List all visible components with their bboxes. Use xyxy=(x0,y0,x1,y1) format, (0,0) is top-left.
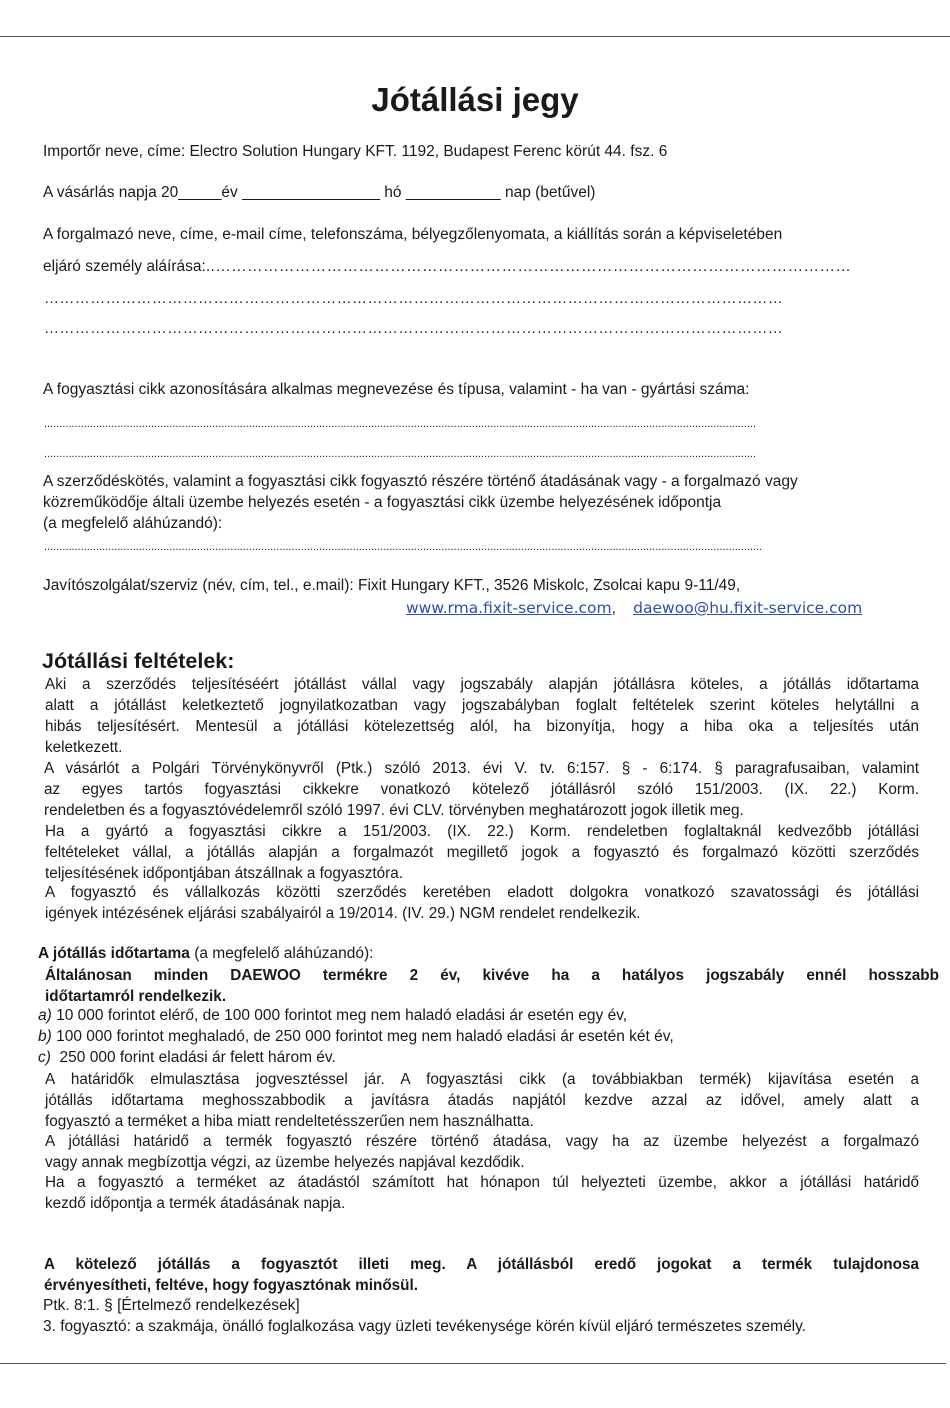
duration-general xyxy=(45,965,939,1007)
link-separator: , xyxy=(611,600,616,617)
text-line: keletkezett. xyxy=(45,739,123,756)
text-line: Ha a fogyasztó a terméket az átadástól számított hat hónapon túl helyezteti üzembe, akkor a jótállási határidő xyxy=(45,1174,919,1191)
item-text: 100 000 forintot meghaladó, de 250 000 forintot meg nem haladó eladási ár esetén két év, xyxy=(51,1028,674,1045)
signature-dotted-field: ..………………………………………………………………………………………………………… xyxy=(205,258,852,275)
top-rule xyxy=(0,36,950,37)
text-line: alatt a jótállást keletkeztető jognyilatkozatban vagy jogszabályban foglalt feltételek szerint köteles helytállni a xyxy=(45,697,919,714)
text-line: A határidők elmulasztása jogvesztéssel jár. A fogyasztási cikk (a továbbiakban termék) kijavítása esetén a xyxy=(45,1071,919,1088)
text-line: kezdő időpontja a termék átadásának napja. xyxy=(45,1195,346,1212)
text-line: feltételeket vállal, a jótállás alapján a forgalmazót megillető jogok a fogyasztó és forgalmazó közötti szerződés xyxy=(45,844,919,861)
consumer-definition: 3. fogyasztó: a szakmája, önálló foglalkozása vagy üzleti tevékenysége körén kívül eljáró természetes személy. xyxy=(43,1318,807,1335)
duration-heading-rest: (a megfelelő aláhúzandó): xyxy=(189,945,374,962)
purchase-date-line: A vásárlás napja 20_____év ________________ hó ___________ nap (betűvel) xyxy=(43,184,596,201)
conditions-paragraph-2 xyxy=(44,758,919,821)
importer-line: Importőr neve, címe: Electro Solution Hungary KFT. 1192, Budapest Ferenc körút 44. fsz. 6 xyxy=(43,143,668,160)
bottom-rule xyxy=(0,1363,946,1364)
text-line: jótállás időtartama meghosszabbodik a javításra átadás napjától kezdve azzal az idővel, amely alatt a xyxy=(45,1092,919,1109)
text-line: Aki a szerződés teljesítéséért jótállást vállal vagy jogszabály alapján jótállásra köteles, a jótállás időtartama xyxy=(45,676,919,693)
service-web-link[interactable]: www.rma.fixit-service.com xyxy=(406,599,612,617)
text-line: vagy annak megbízottja végzi, az üzembe helyezés napjával kezdődik. xyxy=(45,1154,525,1171)
duration-paragraph-1 xyxy=(45,1069,919,1132)
closing-statement xyxy=(44,1254,919,1296)
conditions-heading: Jótállási feltételek: xyxy=(42,649,235,673)
text-line: A jótállási határidő a termék fogyasztó részére történő átadása, vagy ha az üzembe helyezést a forgalmazó xyxy=(45,1133,919,1150)
text-line: fogyasztó a terméket a hiba miatt rendeltetésszerűen nem használhatta. xyxy=(45,1113,534,1130)
service-email-link[interactable]: daewoo@hu.fixit-service.com xyxy=(633,599,863,617)
distributor-dotted-line-2: ……………………………………………………………………………………………………………………………… xyxy=(44,290,784,307)
text-line: A fogyasztó és vállalkozás közötti szerződés keretében eladott dolgokra vonatkozó szavatossági és jótállási xyxy=(45,884,919,901)
product-label: A fogyasztási cikk azonosítására alkalmas megnevezése és típusa, valamint - ha van - gyártási száma: xyxy=(43,381,750,398)
signature-label: eljáró személy aláírása: xyxy=(43,258,206,275)
contract-label-1: A szerződéskötés, valamint a fogyasztási cikk fogyasztó részére történő átadásának vagy - a forgalmazó vagy xyxy=(43,473,798,490)
duration-item-a xyxy=(38,1006,627,1026)
product-dotted-line-1: ......................................................................................................................................................................................................................................... xyxy=(44,418,757,430)
contract-label-3: (a megfelelő aláhúzandó): xyxy=(43,515,223,532)
text-line: időtartamról rendelkezik. xyxy=(45,988,227,1005)
ptk-reference: Ptk. 8:1. § [Értelmező rendelkezések] xyxy=(43,1297,300,1314)
text-line: rendeletben és a fogyasztóvédelemről szóló 1997. évi CLV. törvényben meghatározott jogok illetik meg. xyxy=(44,802,744,819)
contract-dotted-line: ........................................................................................................................................................................................................................................... xyxy=(44,541,763,553)
product-dotted-line-2: ......................................................................................................................................................................................................................................... xyxy=(44,448,757,460)
item-marker: c) xyxy=(38,1049,51,1066)
page-title: Jótállási jegy xyxy=(371,81,579,118)
service-links xyxy=(406,598,862,619)
distributor-label-2 xyxy=(43,257,851,277)
duration-paragraph-2 xyxy=(45,1131,919,1173)
item-marker: b) xyxy=(38,1028,52,1045)
item-marker: a) xyxy=(38,1007,52,1024)
conditions-paragraph-4 xyxy=(45,882,919,924)
text-line: az egyes tartós fogyasztási cikkekre vonatkozó kötelező jótállásról szóló 151/2003. (IX. 22.) Korm. xyxy=(44,781,919,798)
text-line: teljesítésének időpontjában átszállnak a fogyasztóra. xyxy=(45,865,404,882)
text-line: igények intézésének eljárási szabályairól a 19/2014. (IV. 29.) NGM rendelet rendelkezik. xyxy=(45,905,641,922)
duration-item-c xyxy=(38,1048,336,1068)
conditions-paragraph-1 xyxy=(45,674,919,758)
duration-heading-bold: A jótállás időtartama xyxy=(38,945,190,962)
duration-heading xyxy=(38,944,373,964)
service-line: Javítószolgálat/szerviz (név, cím, tel., e.mail): Fixit Hungary KFT., 3526 Miskolc, Zsolcai kapu 9-11/49, xyxy=(43,577,741,594)
item-text: 250 000 forint eladási ár felett három év. xyxy=(50,1049,336,1066)
distributor-label-1: A forgalmazó neve, címe, e-mail címe, telefonszáma, bélyegzőlenyomata, a kiállítás során a képviseletében xyxy=(43,226,783,243)
contract-label-2: közreműködője általi üzembe helyezés esetén - a fogyasztási cikk üzembe helyezésének időpontja xyxy=(43,494,722,511)
text-line: A vásárlót a Polgári Törvénykönyvről (Ptk.) szóló 2013. évi V. tv. 6:157. § - 6:174. § paragrafusaiban, valamint xyxy=(44,760,919,777)
text-line: Ha a gyártó a fogyasztási cikkre a 151/2003. (IX. 22.) Korm. rendeletben foglaltaknál kedvezőbb jótállási xyxy=(45,823,919,840)
distributor-dotted-line-3: ……………………………………………………………………………………………………………………………… xyxy=(44,320,784,337)
duration-paragraph-3 xyxy=(45,1172,919,1214)
text-line: Általánosan minden DAEWOO termékre 2 év, kivéve ha a hatályos jogszabály ennél hosszabb xyxy=(45,967,939,984)
conditions-paragraph-3 xyxy=(45,821,919,884)
text-line: érvényesítheti, feltéve, hogy fogyasztónak minősül. xyxy=(44,1277,419,1294)
duration-item-b xyxy=(38,1027,674,1047)
text-line: A kötelező jótállás a fogyasztót illeti meg. A jótállásból eredő jogokat a termék tulajdonosa xyxy=(44,1256,919,1273)
item-text: 10 000 forintot elérő, de 100 000 forintot meg nem haladó eladási ár esetén egy év, xyxy=(51,1007,628,1024)
text-line: hibás teljesítésért. Mentesül a jótállási kötelezettség alól, ha bizonyítja, hogy a hiba oka a teljesítés után xyxy=(45,718,919,735)
